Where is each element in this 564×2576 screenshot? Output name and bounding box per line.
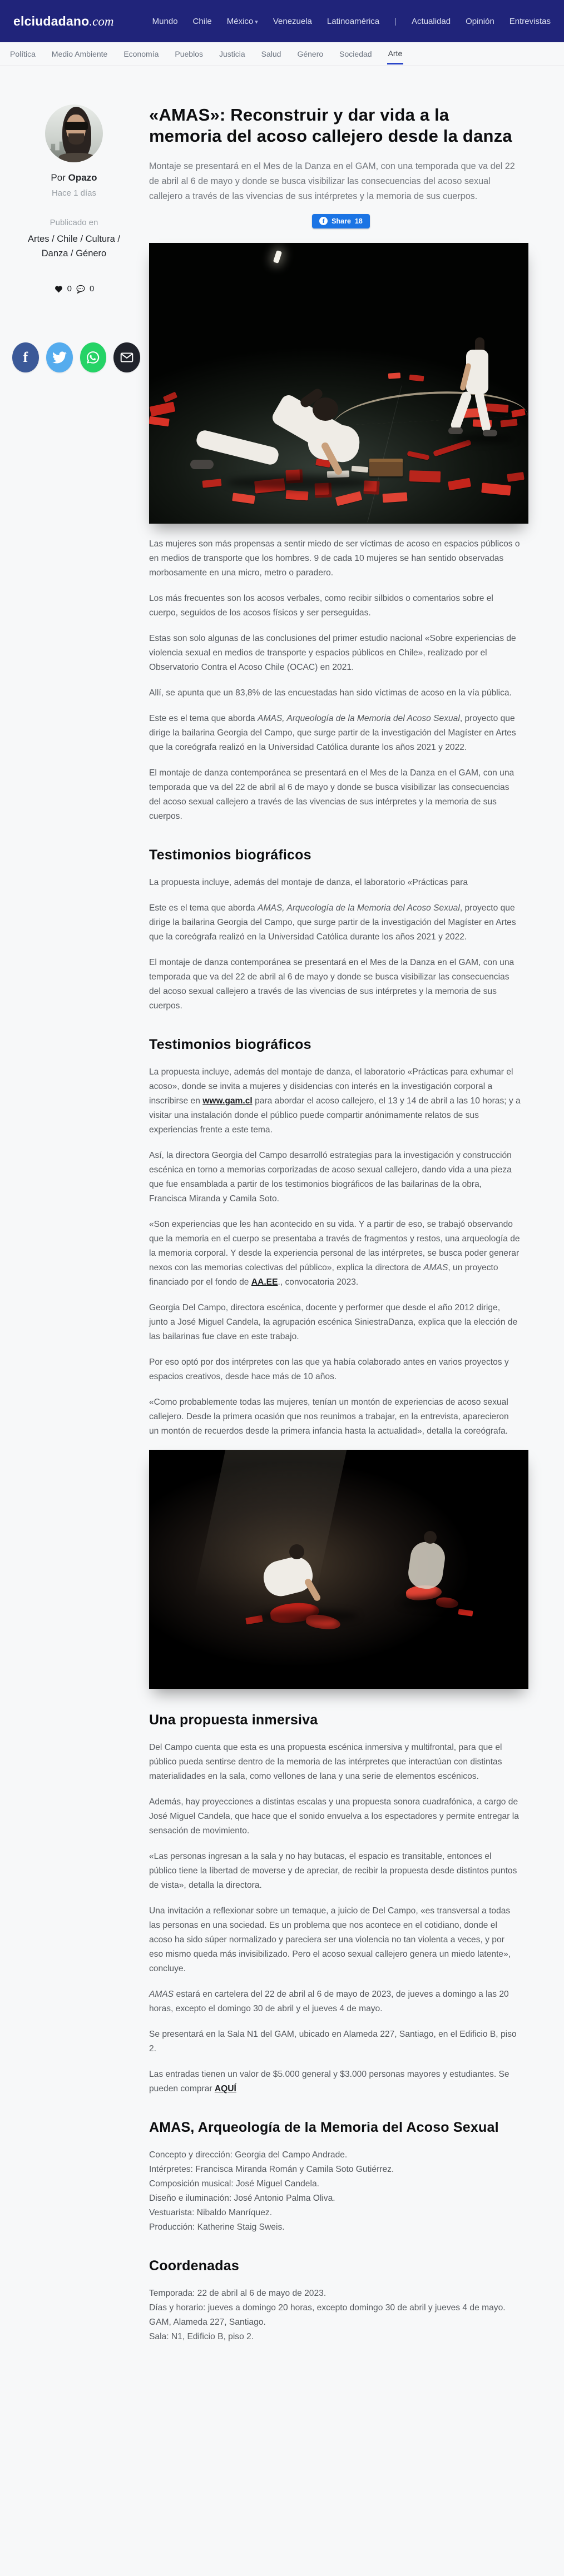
section-heading: Testimonios biográficos: [149, 1037, 311, 1052]
email-share-icon[interactable]: [113, 342, 140, 372]
heart-icon[interactable]: [54, 285, 63, 293]
article-paragraph: Allí, se apunta que un 83,8% de las encuestadas han sido víctimas de acoso en la vía pública.: [149, 688, 512, 698]
share-button-row: [149, 214, 533, 228]
article-paragraph: Las mujeres son más propensas a sentir miedo de ser víctimas de acoso en espacios públicos o en medios de transporte que los hombres. 9 de cada 10 mujeres se han sentido observadas morbosamente en una micro, metro o paradero.: [149, 539, 520, 578]
facebook-share-button[interactable]: [312, 214, 370, 228]
article-stats: [8, 284, 140, 294]
whatsapp-share-icon[interactable]: [80, 342, 107, 372]
red-card: [409, 470, 441, 483]
page-content: [0, 66, 564, 2355]
detail-lines: [149, 2286, 521, 2344]
avatar-beard: [68, 133, 84, 145]
category-tab-arte[interactable]: Arte: [387, 43, 404, 64]
byline: [8, 172, 140, 183]
red-card: [382, 492, 407, 503]
site-logo[interactable]: [13, 14, 113, 29]
article-image-stage-cards: [149, 243, 528, 524]
article-body-2: [149, 1711, 533, 2344]
site-header: [0, 0, 564, 42]
detail-line: Sala: N1, Edificio B, piso 2.: [149, 2332, 254, 2341]
article-paragraph: Así, la directora Georgia del Campo desarrolló estrategias para la investigación y construcción escénica en torno a memorias corporizadas de acoso sexual callejero, dando vida a una pieza que fue ensamblada a partir de los testimonios biográficos de las bailarinas de la obra, Francisca Miranda y Camila Soto.: [149, 1151, 512, 1204]
article-paragraph: «Son experiencias que les han acontecido en su vida. Y a partir de eso, se trabajó observando que la memoria en el cuerpo se presentaba a través de fragmentos y restos, una arqueología de la memoria corporal. Y desde la experiencia personal de las intérpretes, se busca poder generar nexos con las memorias colectivas del público», explica la directora de AMAS, un proyecto financiado por el fondo de AA.EE., convocatoria 2023.: [149, 1220, 520, 1287]
top-nav-item-mexico[interactable]: México ▾: [226, 16, 258, 26]
facebook-icon: f: [319, 217, 328, 225]
category-tab-politica[interactable]: Política: [10, 49, 36, 58]
category-nav: [0, 42, 564, 66]
likes-count: 0: [67, 284, 72, 294]
inline-link[interactable]: AA.EE: [251, 1277, 278, 1287]
avatar-sunglasses: [65, 122, 88, 130]
article-paragraph: AMAS estará en cartelera del 22 de abril al 6 de mayo de 2023, de jueves a domingo a las 20 horas, excepto el domingo 30 de abril y el jueves 4 de mayo.: [149, 1990, 509, 2013]
article-paragraph: Este es el tema que aborda AMAS, Arqueología de la Memoria del Acoso Sexual, proyecto que dirige la bailarina Georgia del Campo, que surge partir de la investigación del Magíster en Artes que la coreógrafa realizó en la Universidad Católica durante los años 2021 y 2022.: [149, 903, 516, 942]
category-links[interactable]: Artes / Chile / Cultura / Danza / Género: [28, 234, 120, 258]
comments-count: 0: [90, 284, 95, 294]
top-nav-item-actualidad[interactable]: Actualidad: [412, 16, 451, 26]
article-paragraph: Estas son solo algunas de las conclusiones del primer estudio nacional «Sobre experiencias de violencia sexual en medios de transporte y espacios públicos en Chile», realizado por el Observatorio Contra el Acoso Chile (OCAC) en 2021.: [149, 634, 516, 672]
wooden-box: [369, 459, 403, 476]
section-heading: AMAS, Arqueología de la Memoria del Acoso Sexual: [149, 2120, 499, 2135]
article-paragraph: La propuesta incluye, además del montaje de danza, el laboratorio «Prácticas para exhumar el acoso», donde se invita a mujeres y disidencias con interés en la investigación corporal a inscribirse en www.gam.cl para abordar el acoso callejero, el 13 y 14 de abril a las 10 horas; y a visitar una instalación donde el público puede compartir anónimamente relatos de sus experiencias frente a este tema.: [149, 1067, 521, 1135]
category-tab-genero[interactable]: Género: [297, 49, 324, 58]
article-paragraph: Los más frecuentes son los acosos verbales, como recibir silbidos o comentarios sobre el cuerpo, seguidos de los acosos físicos y ser perseguidas.: [149, 594, 493, 618]
category-tab-medio-ambiente[interactable]: Medio Ambiente: [51, 49, 108, 58]
publish-time: Hace 1 días: [51, 188, 97, 198]
category-tab-salud[interactable]: Salud: [261, 49, 281, 58]
article-paragraph: La propuesta incluye, además del montaje de danza, el laboratorio «Prácticas para: [149, 878, 468, 887]
author-name[interactable]: Opazo: [68, 172, 97, 183]
category-tab-economia[interactable]: Economía: [123, 49, 159, 58]
article-paragraph: Las entradas tienen un valor de $5.000 general y $3.000 personas mayores y estudiantes. Se pueden comprar AQUÍ: [149, 2070, 509, 2093]
italic-text: AMAS: [423, 1263, 448, 1272]
article-paragraph: Se presentará en la Sala N1 del GAM, ubicado en Alameda 227, Santiago, en el Edificio B, piso 2.: [149, 2030, 517, 2053]
section-heading: Testimonios biográficos: [149, 847, 311, 863]
inline-link[interactable]: www.gam.cl: [202, 1096, 253, 1106]
inline-link[interactable]: AQUÍ: [214, 2084, 236, 2093]
article-paragraph: «Como probablemente todas las mujeres, tenían un montón de experiencias de acoso sexual callejero. Desde la primera ocasión que nos reunimos a trabajar, en la entrevista, aparecieron un montón de recuerdos desde la primera infancia hasta la actualidad», detalla la coreógrafa.: [149, 1398, 509, 1436]
facebook-share-icon[interactable]: f: [12, 342, 39, 372]
article-paragraph: Este es el tema que aborda AMAS, Arqueología de la Memoria del Acoso Sexual, proyecto que dirige la bailarina Georgia del Campo, que surge partir de la investigación del Magíster en Artes que la coreógrafa realizó en la Universidad Católica durante los años 2021 y 2022.: [149, 714, 516, 752]
top-nav-item-entrevistas[interactable]: Entrevistas: [509, 16, 551, 26]
red-card: [486, 404, 509, 413]
article-body-1: [149, 537, 533, 1439]
category-tab-sociedad[interactable]: Sociedad: [339, 49, 372, 58]
article-paragraph: El montaje de danza contemporánea se presentará en el Mes de la Danza en el GAM, con una temporada que va del 22 de abril al 6 de mayo y donde se busca visibilizar las consecuencias del acoso sexual callejero a través de las vivencias de sus intérpretes y la memoria de sus cuerpos.: [149, 958, 514, 1011]
comment-icon[interactable]: [76, 285, 86, 294]
detail-line: GAM, Alameda 227, Santiago.: [149, 2318, 266, 2327]
share-count: 18: [354, 217, 363, 225]
published-in-label: Publicado en: [50, 218, 98, 227]
detail-line: Composición musical: José Miguel Candela.: [149, 2179, 319, 2189]
detail-lines: [149, 2148, 521, 2235]
article-paragraph: Una invitación a reflexionar sobre un temaque, a juicio de Del Campo, «es transversal a todas las personas en una sociedad. Es un problema que nos acontece en el cotidiano, donde el acoso ha sido súper normalizado y pareciera ser una violencia no tan violenta a veces, y por eso mismo queda más invisibilizado. Pero el acoso sexual callejero genera un miedo latente», concluye.: [149, 1906, 511, 1973]
article-paragraph: Además, hay proyecciones a distintas escalas y una propuesta sonora cuadrafónica, a cargo de José Miguel Candela, que hace que el sonido envuelva a los espectadores y permite entregar la sensación de movimiento.: [149, 1797, 519, 1836]
logo-suffix: .com: [89, 14, 114, 28]
article-paragraph: Georgia Del Campo, directora escénica, docente y performer que desde el año 2012 dirige, junto a José Miguel Candela, la agrupación escénica SiniestraDanza, explica que la elección de las bailarinas fue clave en este trabajo.: [149, 1303, 518, 1341]
top-nav-item-venezuela[interactable]: Venezuela: [273, 16, 312, 26]
detail-line: Producción: Katherine Staig Sweis.: [149, 2222, 285, 2232]
category-tab-justicia[interactable]: Justicia: [219, 49, 245, 58]
top-nav-item-opinion[interactable]: Opinión: [466, 16, 494, 26]
article-image-stage-fabric: [149, 1450, 528, 1689]
avatar-shoulder: [59, 153, 95, 162]
article-lede: Montaje se presentará en el Mes de la Danza en el GAM, con una temporada que va del 22 de abril al 6 de mayo y donde se busca visibilizar las consecuencias del acoso sexual callejero a través de las vivencias de sus intérpretes y la memoria de sus cuerpos.: [149, 161, 515, 201]
chevron-down-icon: ▾: [253, 18, 258, 26]
byline-prefix: Por: [51, 172, 66, 183]
share-label: Share: [332, 217, 351, 225]
top-nav-item-latinoamerica[interactable]: Latinoamérica: [326, 16, 380, 26]
detail-line: Vestuarista: Nibaldo Manríquez.: [149, 2208, 273, 2217]
italic-text: AMAS, Arqueología de la Memoria del Acoso Sexual: [258, 903, 460, 913]
article-paragraph: «Las personas ingresan a la sala y no hay butacas, el espacio es transitable, entonces el público tiene la libertad de moverse y de apreciar, de recibir la propuesta desde distintos puntos de vista», detalla la directora.: [149, 1852, 517, 1890]
article-paragraph: Del Campo cuenta que esta es una propuesta escénica inmersiva y multifrontal, para que el público pueda sentirse dentro de la memoria de las intérpretes que interactúan con distintas materialidades en la sala, como vellones de lana y una serie de elementos escénicos.: [149, 1743, 502, 1781]
logo-text: elciudadano: [13, 13, 90, 28]
category-tab-pueblos[interactable]: Pueblos: [175, 49, 203, 58]
top-nav-item-chile[interactable]: Chile: [192, 16, 212, 26]
article-title: «AMAS»: Reconstruir y dar vida a la memoria del acoso callejero desde la danza: [149, 105, 512, 146]
red-card: [388, 372, 401, 379]
twitter-share-icon[interactable]: [46, 342, 73, 372]
detail-line: Temporada: 22 de abril al 6 de mayo de 2023.: [149, 2289, 326, 2298]
article-paragraph: Por eso optó por dos intérpretes con las que ya había colaborado antes en varios proyectos y espacios creativos, desde hace más de 10 años.: [149, 1357, 509, 1381]
section-heading: Una propuesta inmersiva: [149, 1712, 318, 1728]
top-nav-separator: |: [394, 16, 397, 26]
detail-line: Intérpretes: Francisca Miranda Román y Camila Soto Gutiérrez.: [149, 2165, 394, 2174]
detail-line: Concepto y dirección: Georgia del Campo Andrade.: [149, 2150, 348, 2160]
article: [149, 105, 533, 2355]
section-heading: Coordenadas: [149, 2258, 239, 2274]
detail-line: Diseño e iluminación: José Antonio Palma Oliva.: [149, 2194, 335, 2203]
italic-text: AMAS, Arqueología de la Memoria del Acoso Sexual: [258, 714, 460, 723]
author-avatar[interactable]: [45, 105, 103, 162]
detail-line: Días y horario: jueves a domingo 20 horas, excepto domingo 30 de abril y jueves 4 de mayo.: [149, 2303, 506, 2313]
red-card: [285, 490, 308, 501]
article-paragraph: El montaje de danza contemporánea se presentará en el Mes de la Danza en el GAM, con una temporada que va del 22 de abril al 6 de mayo y donde se busca visibilizar las consecuencias del acoso sexual callejero a través de las vivencias de sus intérpretes y la memoria de sus cuerpos.: [149, 768, 514, 821]
share-buttons: [8, 342, 140, 372]
sidebar: [0, 105, 140, 2355]
top-nav: [152, 17, 551, 26]
italic-text: AMAS: [149, 1990, 174, 1999]
top-nav-item-mundo[interactable]: Mundo: [152, 16, 178, 26]
